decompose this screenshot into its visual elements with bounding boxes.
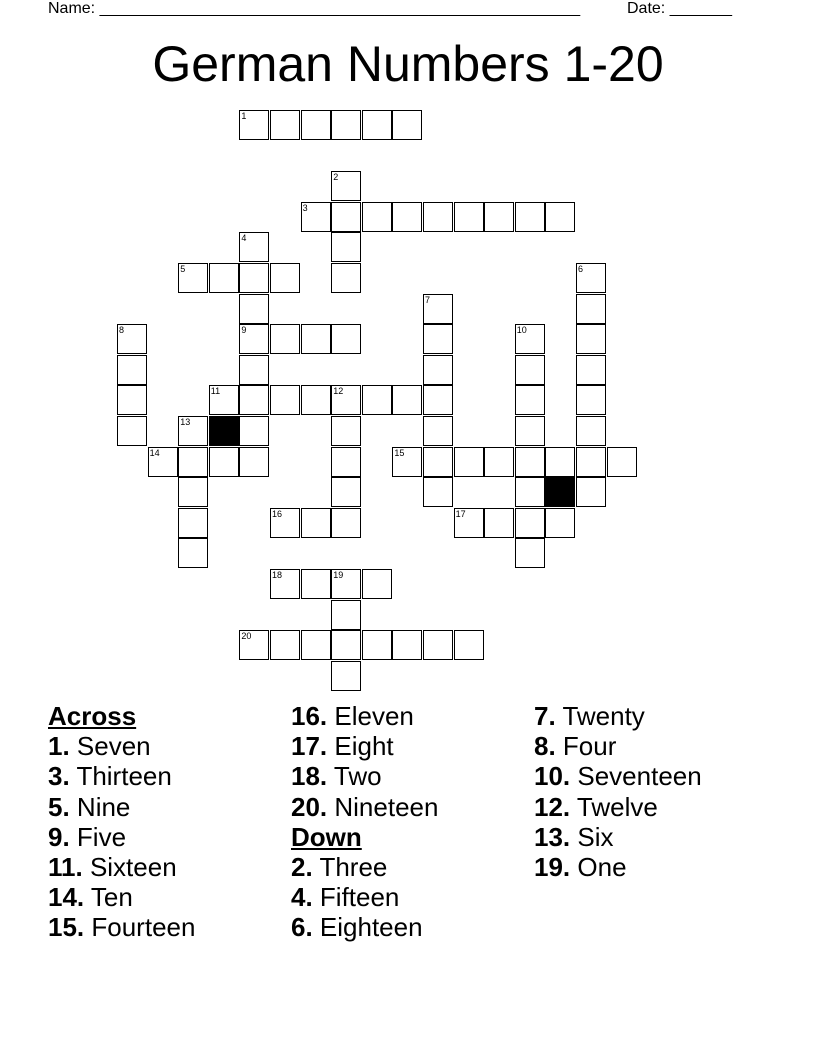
crossword-cell[interactable] <box>301 630 331 660</box>
crossword-cell[interactable] <box>515 477 545 507</box>
crossword-cell[interactable] <box>331 661 361 691</box>
crossword-cell[interactable] <box>209 447 239 477</box>
clue-number: 8. <box>534 731 556 762</box>
clue-number: 6. <box>291 912 313 943</box>
crossword-cell[interactable] <box>423 385 453 415</box>
crossword-cell[interactable] <box>392 630 422 660</box>
crossword-cell[interactable] <box>239 416 269 446</box>
crossword-cell[interactable] <box>423 294 453 324</box>
crossword-cell[interactable] <box>301 385 331 415</box>
clue-number: 5. <box>48 791 70 822</box>
crossword-cell[interactable] <box>515 447 545 477</box>
clue-text: Eight <box>327 731 394 762</box>
crossword-cell[interactable] <box>270 324 300 354</box>
crossword-cell[interactable] <box>576 324 606 354</box>
clue-item <box>534 822 702 852</box>
crossword-cell[interactable] <box>576 416 606 446</box>
name-field[interactable]: Name: ______________________________________________________ <box>48 0 581 17</box>
clue-number-label: 11 <box>210 386 221 397</box>
crossword-cell[interactable] <box>270 110 300 140</box>
crossword-cell[interactable] <box>270 508 300 538</box>
clue-column-3 <box>534 701 702 882</box>
clue-number: 17. <box>291 731 328 762</box>
clue-text: Fourteen <box>84 912 196 943</box>
crossword-cell[interactable] <box>423 630 453 660</box>
crossword-cell[interactable] <box>545 202 575 232</box>
clue-item <box>534 731 702 761</box>
clue-text: Three <box>312 852 388 883</box>
clue-number-label: 18 <box>272 570 283 580</box>
crossword-cell[interactable] <box>515 202 545 232</box>
clue-number-label: 19 <box>333 570 344 580</box>
clue-text: Eleven <box>327 701 414 731</box>
clue-item <box>534 852 702 882</box>
clue-item <box>48 912 195 942</box>
clue-text: Two <box>327 761 382 792</box>
clue-item <box>534 792 702 822</box>
crossword-cell[interactable] <box>178 477 208 507</box>
clue-number-label: 12 <box>333 386 344 397</box>
clue-number-label: 7 <box>425 294 431 305</box>
clue-text: One <box>570 852 627 883</box>
clue-text: Four <box>555 731 617 762</box>
clue-text: Ten <box>84 882 133 913</box>
clue-item <box>291 852 438 882</box>
crossword-cell[interactable] <box>239 630 269 660</box>
clue-text: Sixteen <box>82 852 177 883</box>
crossword-cell[interactable] <box>484 447 514 477</box>
crossword-cell[interactable] <box>178 447 208 477</box>
clue-number: 9. <box>48 821 70 852</box>
clue-number: 14. <box>48 882 85 913</box>
crossword-cell[interactable] <box>331 508 361 538</box>
crossword-cell[interactable] <box>117 416 147 446</box>
page-title: German Numbers 1-20 <box>152 36 664 92</box>
crossword-cell[interactable] <box>331 630 361 660</box>
crossword-cell[interactable] <box>331 171 361 201</box>
clue-text: Seven <box>69 731 151 762</box>
crossword-cell[interactable] <box>362 110 392 140</box>
crossword-cell[interactable] <box>117 355 147 385</box>
crossword-cell[interactable] <box>117 324 147 354</box>
clue-text: Fifteen <box>312 882 400 913</box>
clue-item <box>48 761 195 791</box>
clue-column-1 <box>48 701 195 943</box>
clue-number-label: 6 <box>578 264 584 274</box>
clue-number-label: 15 <box>394 447 405 458</box>
crossword-cell[interactable] <box>331 447 361 477</box>
clue-item <box>291 912 438 942</box>
clue-number-label: 14 <box>149 447 160 458</box>
crossword-cell[interactable] <box>576 294 606 324</box>
crossword-cell[interactable] <box>331 263 361 293</box>
clue-item <box>291 701 438 731</box>
crossword-cell[interactable] <box>576 355 606 385</box>
crossword-cell[interactable] <box>576 263 606 293</box>
crossword-cell[interactable] <box>484 202 514 232</box>
clue-item <box>291 792 438 822</box>
clue-section-heading <box>48 701 195 731</box>
clue-text: Five <box>69 821 127 852</box>
clue-text: Thirteen <box>69 761 172 792</box>
clue-number-label: 17 <box>455 508 466 519</box>
crossword-cell[interactable] <box>515 355 545 385</box>
clue-text: Six <box>570 821 614 852</box>
crossword-cell[interactable] <box>515 416 545 446</box>
crossword-cell[interactable] <box>178 416 208 446</box>
clue-number: 15. <box>48 912 85 943</box>
clue-heading-text: Down <box>291 821 362 852</box>
clue-number: 16. <box>291 701 328 731</box>
crossword-cell[interactable] <box>392 447 422 477</box>
crossword-cell[interactable] <box>331 324 361 354</box>
crossword-block <box>209 416 239 446</box>
crossword-cell[interactable] <box>362 630 392 660</box>
crossword-cell[interactable] <box>454 447 484 477</box>
crossword-cell[interactable] <box>423 477 453 507</box>
crossword-cell[interactable] <box>454 202 484 232</box>
crossword-cell[interactable] <box>301 202 331 232</box>
crossword-cell[interactable] <box>454 508 484 538</box>
clue-number: 20. <box>291 791 328 822</box>
clue-number: 11. <box>48 852 83 883</box>
crossword-cell[interactable] <box>423 447 453 477</box>
crossword-cell[interactable] <box>270 263 300 293</box>
clue-section-heading <box>291 822 438 852</box>
clue-item <box>48 852 195 882</box>
crossword-cell[interactable] <box>392 110 422 140</box>
crossword-cell[interactable] <box>331 600 361 630</box>
clue-item <box>48 822 195 852</box>
crossword-cell[interactable] <box>392 202 422 232</box>
crossword-cell[interactable] <box>515 324 545 354</box>
clue-number-label: 2 <box>333 172 339 183</box>
crossword-cell[interactable] <box>239 294 269 324</box>
crossword-cell[interactable] <box>301 324 331 354</box>
crossword-cell[interactable] <box>178 538 208 568</box>
crossword-cell[interactable] <box>362 202 392 232</box>
clue-number: 7. <box>534 701 556 731</box>
clue-text: Twenty <box>555 701 645 731</box>
clue-item <box>48 882 195 912</box>
crossword-cell[interactable] <box>454 630 484 660</box>
crossword-cell[interactable] <box>331 477 361 507</box>
crossword-cell[interactable] <box>607 447 637 477</box>
crossword-cell[interactable] <box>545 508 575 538</box>
crossword-cell[interactable] <box>576 385 606 415</box>
crossword-cell[interactable] <box>576 477 606 507</box>
crossword-cell[interactable] <box>423 324 453 354</box>
crossword-cell[interactable] <box>331 416 361 446</box>
clue-number-label: 4 <box>241 233 247 244</box>
clue-number-label: 10 <box>516 325 527 336</box>
crossword-cell[interactable] <box>331 385 361 415</box>
clue-number-label: 16 <box>272 508 283 519</box>
crossword-cell[interactable] <box>423 416 453 446</box>
crossword-cell[interactable] <box>545 447 575 477</box>
clue-text: Twelve <box>570 791 658 822</box>
crossword-cell[interactable] <box>239 324 269 354</box>
crossword-cell[interactable] <box>515 385 545 415</box>
crossword-cell[interactable] <box>148 447 178 477</box>
crossword-cell[interactable] <box>178 263 208 293</box>
crossword-cell[interactable] <box>484 508 514 538</box>
clue-column-2 <box>291 701 438 943</box>
crossword-cell[interactable] <box>301 569 331 599</box>
clue-number-label: 1 <box>241 111 247 121</box>
clue-item <box>291 882 438 912</box>
crossword-cell[interactable] <box>423 202 453 232</box>
crossword-cell[interactable] <box>239 263 269 293</box>
clue-number-label: 5 <box>180 264 186 274</box>
crossword-cell[interactable] <box>239 232 269 262</box>
crossword-cell[interactable] <box>362 569 392 599</box>
crossword-cell[interactable] <box>362 385 392 415</box>
clue-number: 1. <box>48 731 70 762</box>
crossword-cell[interactable] <box>239 110 269 140</box>
crossword-cell[interactable] <box>576 447 606 477</box>
crossword-cell[interactable] <box>270 385 300 415</box>
crossword-cell[interactable] <box>331 569 361 599</box>
clue-number: 18. <box>291 761 328 792</box>
clue-number-label: 13 <box>180 417 191 427</box>
clue-heading-text: Across <box>48 701 137 731</box>
clue-number-label: 8 <box>119 325 125 336</box>
crossword-cell[interactable] <box>270 569 300 599</box>
crossword-cell[interactable] <box>301 110 331 140</box>
crossword-cell[interactable] <box>209 263 239 293</box>
crossword-block <box>545 477 575 507</box>
crossword-cell[interactable] <box>117 385 147 415</box>
clue-text: Nine <box>69 791 131 822</box>
crossword-cell[interactable] <box>239 447 269 477</box>
clue-number: 12. <box>534 791 571 822</box>
clue-item <box>534 701 702 731</box>
clue-item <box>291 731 438 761</box>
crossword-cell[interactable] <box>209 385 239 415</box>
crossword-cell[interactable] <box>301 508 331 538</box>
clue-number: 3. <box>48 761 70 792</box>
crossword-cell[interactable] <box>515 538 545 568</box>
crossword-cell[interactable] <box>423 355 453 385</box>
clue-number: 13. <box>534 821 571 852</box>
clue-item <box>48 792 195 822</box>
clue-number-label: 20 <box>241 631 252 642</box>
clue-text: Nineteen <box>327 791 439 822</box>
clue-item <box>48 731 195 761</box>
clue-number-label: 3 <box>302 202 308 213</box>
crossword-cell[interactable] <box>239 385 269 415</box>
crossword-cell[interactable] <box>331 110 361 140</box>
date-field[interactable]: Date: _______ <box>627 0 732 17</box>
crossword-cell[interactable] <box>331 202 361 232</box>
crossword-cell[interactable] <box>270 630 300 660</box>
clue-number: 19. <box>534 852 571 883</box>
crossword-cell[interactable] <box>178 508 208 538</box>
crossword-cell[interactable] <box>239 355 269 385</box>
clue-item <box>534 761 702 791</box>
clue-number: 10. <box>534 761 571 792</box>
crossword-cell[interactable] <box>392 385 422 415</box>
clue-text: Seventeen <box>570 761 702 792</box>
clue-number: 4. <box>291 882 313 913</box>
clue-item <box>291 761 438 791</box>
crossword-cell[interactable] <box>331 232 361 262</box>
clue-number: 2. <box>291 852 313 883</box>
clue-number-label: 9 <box>241 325 247 336</box>
crossword-cell[interactable] <box>515 508 545 538</box>
clue-text: Eighteen <box>312 912 423 943</box>
